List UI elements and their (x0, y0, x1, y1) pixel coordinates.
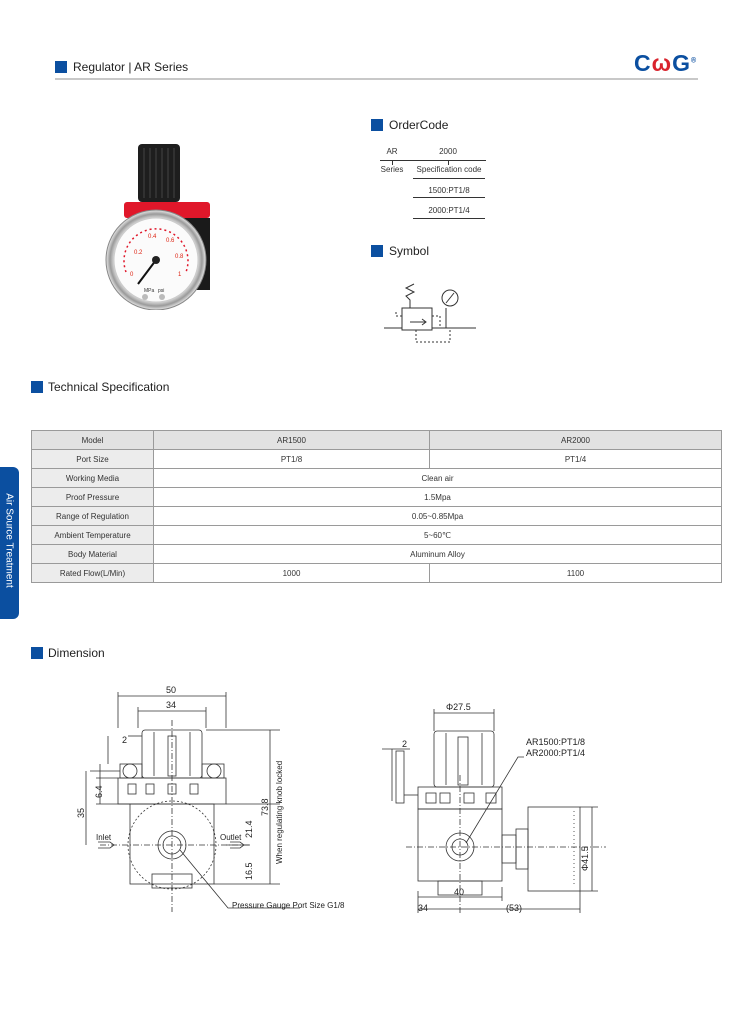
header-model: Model (32, 431, 154, 450)
dim-53: (53) (506, 903, 523, 913)
header-ar2000: AR2000 (430, 431, 722, 450)
dimension-drawing-side (370, 695, 610, 917)
dim-6.4: 6.4 (94, 785, 104, 798)
table-row (32, 507, 722, 526)
cell-value: Aluminum Alloy (154, 545, 722, 564)
spec-option-line-2 (413, 197, 485, 198)
symbol-title: Symbol (389, 244, 430, 258)
spec-option-1: 1500:PT1/8 (428, 186, 470, 195)
page-title: Regulator | AR Series (73, 60, 189, 74)
table-row (32, 545, 722, 564)
cell-value: 1.5Mpa (154, 488, 722, 507)
row-label: Working Media (32, 469, 154, 488)
cell-ar2000: PT1/4 (430, 450, 722, 469)
gauge-unit-mpa: MPa (144, 288, 155, 294)
brand-logo: CωG® (634, 50, 698, 76)
dim-40: 40 (454, 887, 465, 897)
dim-phi27.5: Φ27.5 (446, 702, 471, 712)
gauge-mark-0.8: 0.8 (175, 254, 184, 260)
table-row (32, 469, 722, 488)
gauge-mark-0.6: 0.6 (166, 238, 175, 244)
port-ar2000: AR2000:PT1/4 (526, 748, 586, 758)
gauge-mark-0: 0 (130, 272, 134, 278)
dim-21.4: 21.4 (244, 820, 254, 838)
product-image (100, 140, 220, 310)
regulator-symbol (380, 282, 480, 346)
side-tab-label: Air Source Treatment (3, 493, 15, 588)
dimension-drawing-front (70, 680, 370, 915)
techspec-title: Technical Specification (48, 380, 170, 394)
row-label: Ambient Temperature (32, 526, 154, 545)
spec-option-line-1 (413, 178, 485, 179)
ordercode-title: OrderCode (389, 118, 449, 132)
dimension-square-icon (31, 647, 43, 659)
dimension-title: Dimension (48, 646, 105, 660)
table-row (32, 450, 722, 469)
ordercode-line (380, 160, 486, 161)
series-label: Series (380, 165, 404, 174)
row-label: Port Size (32, 450, 154, 469)
gauge-port-label: Pressure Gauge Port Size G1/8 (232, 901, 345, 910)
spec-label: Specification code (416, 165, 482, 174)
header-divider (55, 78, 698, 80)
inlet-label: Inlet (96, 833, 112, 842)
gauge-unit-psi: psi (158, 288, 165, 294)
ordercode-square-icon (371, 119, 383, 131)
dim-34: 34 (166, 700, 177, 710)
series-code: AR (386, 147, 398, 156)
dim-16.5: 16.5 (244, 862, 254, 880)
port-ar1500: AR1500:PT1/8 (526, 737, 586, 747)
table-row (32, 564, 722, 583)
dim-34-right: 34 (418, 903, 429, 913)
cell-value: Clean air (154, 469, 722, 488)
table-row (32, 526, 722, 545)
dim-2: 2 (122, 735, 128, 745)
spec-option-line-3 (413, 218, 485, 219)
outlet-label: Outlet (220, 833, 242, 842)
row-label: Rated Flow(L/Min) (32, 564, 154, 583)
table-header-row (32, 431, 722, 450)
cell-ar1500: 1000 (154, 564, 430, 583)
dim-2-right: 2 (402, 739, 408, 749)
cell-value: 0.05~0.85Mpa (154, 507, 722, 526)
header-ar1500: AR1500 (154, 431, 430, 450)
table-row (32, 488, 722, 507)
cell-ar2000: 1100 (430, 564, 722, 583)
techspec-square-icon (31, 381, 43, 393)
gauge-mark-1: 1 (178, 272, 182, 278)
header-square-icon (55, 61, 67, 73)
gauge-mark-0.4: 0.4 (148, 234, 157, 240)
row-label: Range of Regulation (32, 507, 154, 526)
spec-option-2: 2000:PT1/4 (428, 206, 470, 215)
dim-phi41.5: Φ41.5 (580, 846, 590, 871)
dim-50: 50 (166, 685, 177, 695)
spec-table (31, 430, 722, 583)
knob-note: When regulating knob locked (275, 760, 284, 864)
cell-ar1500: PT1/8 (154, 450, 430, 469)
cell-value: 5~60℃ (154, 526, 722, 545)
row-label: Body Material (32, 545, 154, 564)
dim-35: 35 (76, 807, 86, 818)
row-label: Proof Pressure (32, 488, 154, 507)
symbol-square-icon (371, 245, 383, 257)
gauge-mark-0.2: 0.2 (134, 250, 143, 256)
spec-code: 2000 (439, 147, 457, 156)
dim-73.8: 73.8 (260, 798, 270, 816)
